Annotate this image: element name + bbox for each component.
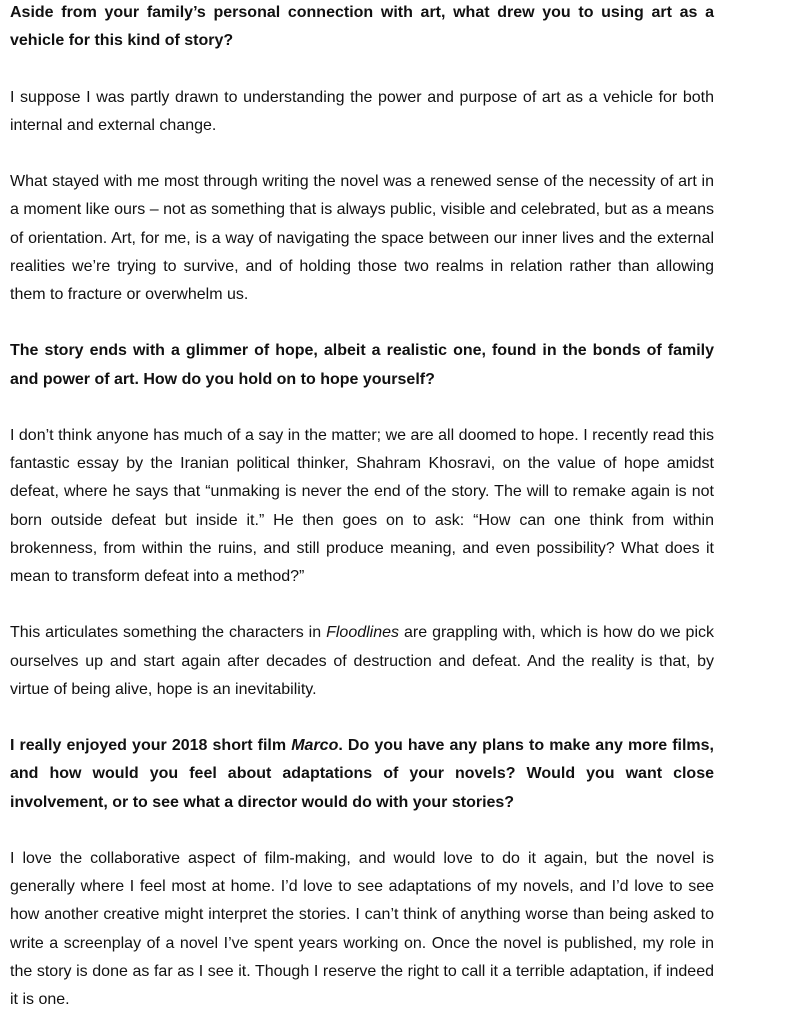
question-films: [10, 732, 714, 817]
answer-hope-paragraph-2: [10, 619, 714, 704]
question-hope: The story ends with a glimmer of hope, albeit a realistic one, found in the bonds of family and power of art. How do you hold on to hope yourself?: [10, 342, 714, 388]
answer-art-vehicle-paragraph-2: What stayed with me most through writing the novel was a renewed sense of the necessity of art in a moment like ours – not as something that is always public, visible and celebrated, but as a means of orientation. Art, for me, is a way of navigating the space between our inner lives and the external realities we’re trying to survive, and of holding those two realms in relation rather than allowing them to fracture or overwhelm us.: [10, 173, 714, 303]
novel-title-floodlines: Floodlines: [326, 624, 400, 642]
question-art-vehicle: Aside from your family’s personal connection with art, what drew you to using art as a vehicle for this kind of story?: [10, 4, 714, 50]
answer-films-paragraph-1: I love the collaborative aspect of film-making, and would love to do it again, but the novel is generally where I feel most at home. I’d love to see adaptations of my novels, and I’d love to see how another creative might interpret the stories. I can’t think of anything worse than being asked to write a screenplay of a novel I’ve spent years working on. Once the novel is published, my role in the story is done as far as I see it. Though I reserve the right to call it a terrible adaptation, if indeed it is one.: [10, 849, 714, 1008]
question-films-text-before: I really enjoyed your 2018 short film: [10, 737, 292, 755]
answer-hope-text-before: This articulates something the characters in: [10, 624, 327, 642]
film-title-marco: Marco: [291, 737, 339, 755]
answer-hope-paragraph-1: I don’t think anyone has much of a say in the matter; we are all doomed to hope. I recently read this fantastic essay by the Iranian political thinker, Shahram Khosravi, on the value of hope amidst defeat, where he says that “unmaking is never the end of the story. The will to remake again is not born outside defeat but inside it.” He then goes on to ask: “How can one think from within brokenness, from within the ruins, and still produce meaning, and even possibility? What does it mean to transform defeat into a method?”: [10, 426, 714, 585]
answer-hope-text-after: are grappling with, which is how do we pick ourselves up and start again after decades of destruction and defeat. And the reality is that, by virtue of being alive, hope is an inevitability.: [10, 624, 715, 698]
question-films-text-after: . Do you have any plans to make any more films, and how would you feel about adaptations of your novels? Would you want close involvement, or to see what a director would do with your stories?: [10, 737, 715, 811]
interview-document: [10, 0, 714, 1014]
answer-art-vehicle-paragraph-1: I suppose I was partly drawn to understanding the power and purpose of art as a vehicle for both internal and external change.: [10, 88, 714, 134]
